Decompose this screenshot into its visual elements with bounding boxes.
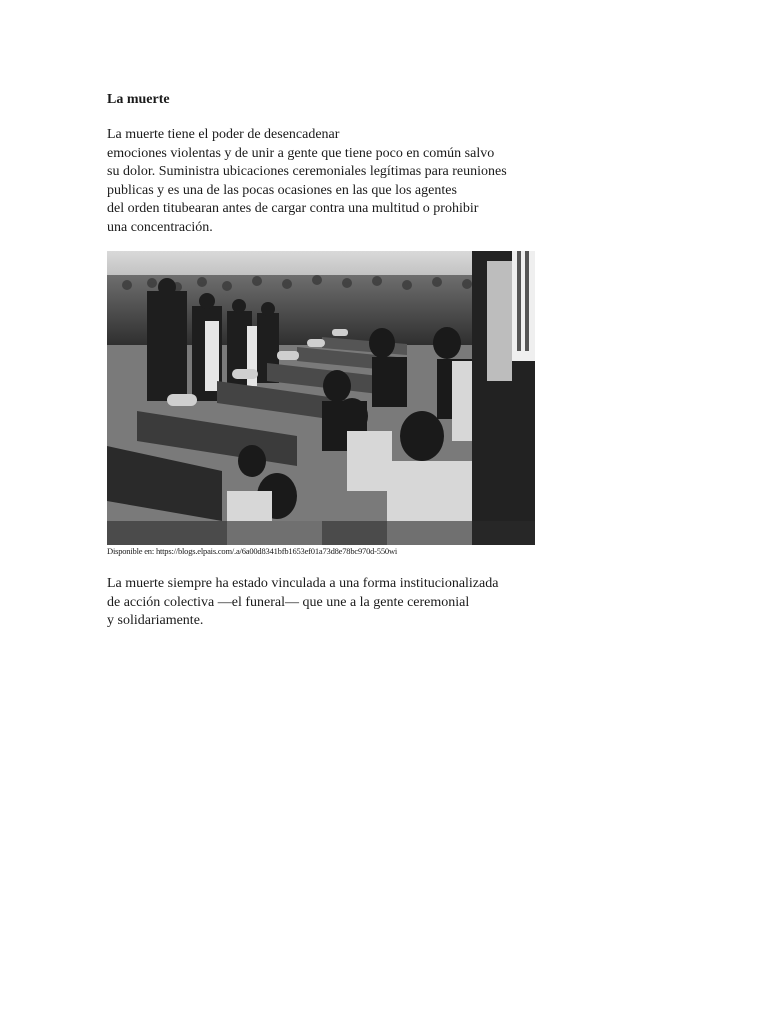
paragraph-line: publicas y es una de las pocas ocasiones en las que los agentes [107,182,457,198]
image-caption: Disponible en: https://blogs.elpais.com/.a/6a00d8341bfb1653ef01a73d8e78bc970d-550wi [107,546,398,556]
funeral-photo [107,251,535,545]
paragraph-line: su dolor. Suministra ubicaciones ceremoniales legítimas para reuniones [107,164,507,179]
paragraph-line: La muerte tiene el poder de desencadenar [107,127,340,142]
paragraph-line: y solidariamente. [107,613,204,628]
paragraph-line: emociones violentas y de unir a gente que tiene poco en común salvo [107,145,495,161]
paragraph-intro [107,126,547,237]
paragraph-funeral [107,575,547,631]
document-title: La muerte [107,92,170,107]
paragraph-line: del orden titubearan antes de cargar contra una multitud o prohibir [107,201,479,216]
paragraph-line: de acción colectiva —el funeral— que une a la gente ceremonial [107,594,470,610]
paragraph-line: La muerte siempre ha estado vinculada a una forma institucionalizada [107,576,499,591]
paragraph-line: una concentración. [107,219,213,235]
